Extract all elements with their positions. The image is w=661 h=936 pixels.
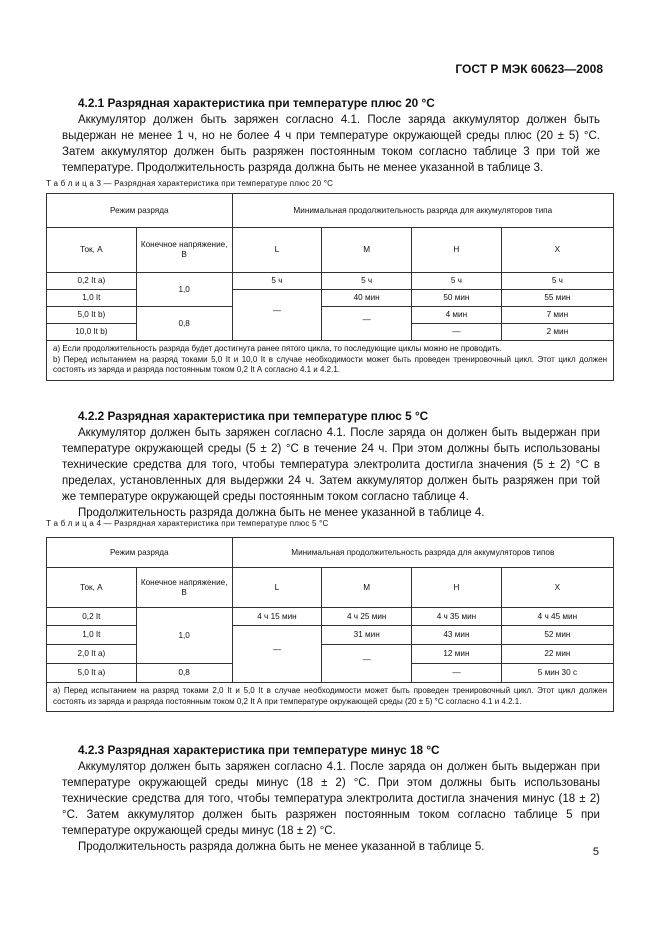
t3-current: 10,0 It b) [47,324,137,341]
t3-type-h: H [412,228,502,273]
t4-cell: 4 ч 25 мин [322,608,412,626]
t3-cell: 5 ч [322,273,412,290]
t4-dash: — [412,664,502,683]
section-4-2-1-title: 4.2.1 Разрядная характеристика при температуре плюс 20 °С [78,96,435,110]
t3-type-l: L [232,228,322,273]
t4-notes [47,683,614,712]
t3-notes [47,341,614,381]
t4-dash [232,626,322,683]
t4-cell: 4 ч 35 мин [412,608,502,626]
t4-dash-mark: — [272,645,282,654]
t3-cell: 4 мин [412,307,502,324]
t4-header-voltage: Конечное напряжение, В [136,568,232,608]
t4-current: 1,0 It [47,626,137,645]
section-4-2-2 [62,408,600,521]
t4-cell: 12 мин [412,645,502,664]
section-4-2-2-text-2: Продолжительность разряда должна быть не менее указанной в таблице 4. [78,507,485,519]
t4-header-current: Ток, А [47,568,137,608]
t3-cell: 5 ч [501,273,613,290]
section-4-2-3-title: 4.2.3 Разрядная характеристика при температуре минус 18 °С [78,743,440,757]
t3-cell: 5 ч [232,273,322,290]
table-4-caption: Т а б л и ц а 4 — Разрядная характеристика при температуре плюс 5 °С [46,519,329,528]
t3-current: 5,0 It b) [47,307,137,324]
document-header-id: ГОСТ Р МЭК 60623—2008 [455,62,603,76]
table-3-caption: Т а б л и ц а 3 — Разрядная характеристика при температуре плюс 20 °С [46,179,334,188]
t4-cell: 5 мин 30 с [501,664,613,683]
t3-cell: 5 ч [412,273,502,290]
t4-cell: 52 мин [501,626,613,645]
t3-note-a: a) Если продолжительность разряда будет достигнута ранее пятого цикла, то последующие циклы можно не проводить. [53,344,502,353]
t3-cell: 7 мин [501,307,613,324]
t4-voltage: 1,0 [136,608,232,664]
t4-current: 5,0 It a) [47,664,137,683]
t3-type-m: M [322,228,412,273]
t3-cell: 2 мин [501,324,613,341]
t3-current: 0,2 It a) [47,273,137,290]
t3-dash-mark: — [362,314,371,324]
t4-cell: 4 ч 45 мин [501,608,613,626]
t4-dash [322,645,412,683]
t4-cell: 43 мин [412,626,502,645]
t3-note-b: b) Перед испытанием на разряд токами 5,0 It и 10,0 It в случае необходимости может быть проведен тренировочный цикл. Этот цикл должен состоять из заряда и разряда постоянным током 0,2 It А согласно 4.1 и 4.2.1. [53,354,607,374]
table-4 [46,537,614,712]
t3-dash: — [412,324,502,341]
section-4-2-3 [62,742,600,855]
t3-header-mode: Режим разряда [47,194,233,228]
t4-header-mode: Режим разряда [47,538,233,568]
t3-current: 1,0 It [47,290,137,307]
t4-type-m: M [322,568,412,608]
t3-cell: 40 мин [322,290,412,307]
t4-voltage: 0,8 [136,664,232,683]
t3-dash-mark: — [272,306,282,315]
t4-dash-mark: — [362,654,371,664]
t4-type-h: H [412,568,502,608]
section-4-2-3-text-2: Продолжительность разряда должна быть не менее указанной в таблице 5. [78,841,485,853]
t4-current: 0,2 It [47,608,137,626]
section-4-2-2-title: 4.2.2 Разрядная характеристика при температуре плюс 5 °С [78,409,429,423]
section-4-2-1-text: Аккумулятор должен быть заряжен согласно 4.1. После заряда аккумулятор должен быть выдержан не менее 1 ч, но не более 4 ч при температуре окружающей среды плюс (20 ± 5) °С. Затем аккумулятор должен быть разряжен постоянным током согласно таблице 3 при той же температуре. Продолжительность разряда должна быть не менее указанной в таблице 3. [62,114,600,174]
t3-dash [322,307,412,341]
t3-header-current: Ток, А [47,228,137,273]
section-4-2-1 [62,95,600,176]
table-3 [46,193,614,381]
t4-type-x: X [501,568,613,608]
t4-cell: 31 мин [322,626,412,645]
t3-dash [232,290,322,341]
section-4-2-2-text: Аккумулятор должен быть заряжен согласно 4.1. После заряда он должен быть выдержан при температуре окружающей среды (5 ± 2) °С в течение 24 ч. При этом должны быть использованы технические средства для того, чтобы температура электролита достигла значения (5 ± 2) °С в пределах, установленных для выдержки 24 ч. Затем аккумулятор должен быть разряжен при той же температуре окружающей среды постоянным током согласно таблице 4. [62,427,600,503]
section-4-2-3-text: Аккумулятор должен быть заряжен согласно 4.1. После заряда он должен быть выдержан при температуре окружающей среды минус (18 ± 2) °С. При этом должны быть использованы технические средства для того, чтобы температура электролита достигла значения минус (18 ± 2) °С. Затем аккумулятор должен быть разряжен постоянным током согласно таблице 5 при температуре окружающей среды минус (18 ± 2) °С. [62,761,600,837]
t4-cell: 22 мин [501,645,613,664]
t3-cell: 55 мин [501,290,613,307]
t3-cell: 50 мин [412,290,502,307]
t3-voltage: 0,8 [136,307,232,341]
t3-voltage: 1,0 [136,273,232,307]
page-number: 5 [592,846,599,858]
t4-cell: 4 ч 15 мин [232,608,322,626]
t3-header-min-duration: Минимальная продолжительность разряда для аккумуляторов типа [232,194,613,228]
t3-header-voltage: Конечное напряжение, В [136,228,232,273]
t4-note-a: a) Перед испытанием на разряд токами 2,0 It и 5,0 It в случае необходимости может быть проведен тренировочный цикл. Этот цикл должен состоять из заряда и разряда постоянным током 0,2 It А при температуре окружающей среды (20 ± 5) °С согласно 4.1 и 4.2.1. [53,686,607,706]
t4-current: 2,0 It a) [47,645,137,664]
t3-type-x: X [501,228,613,273]
t4-header-min-duration: Минимальная продолжительность разряда для аккумуляторов типов [232,538,613,568]
t4-type-l: L [232,568,322,608]
